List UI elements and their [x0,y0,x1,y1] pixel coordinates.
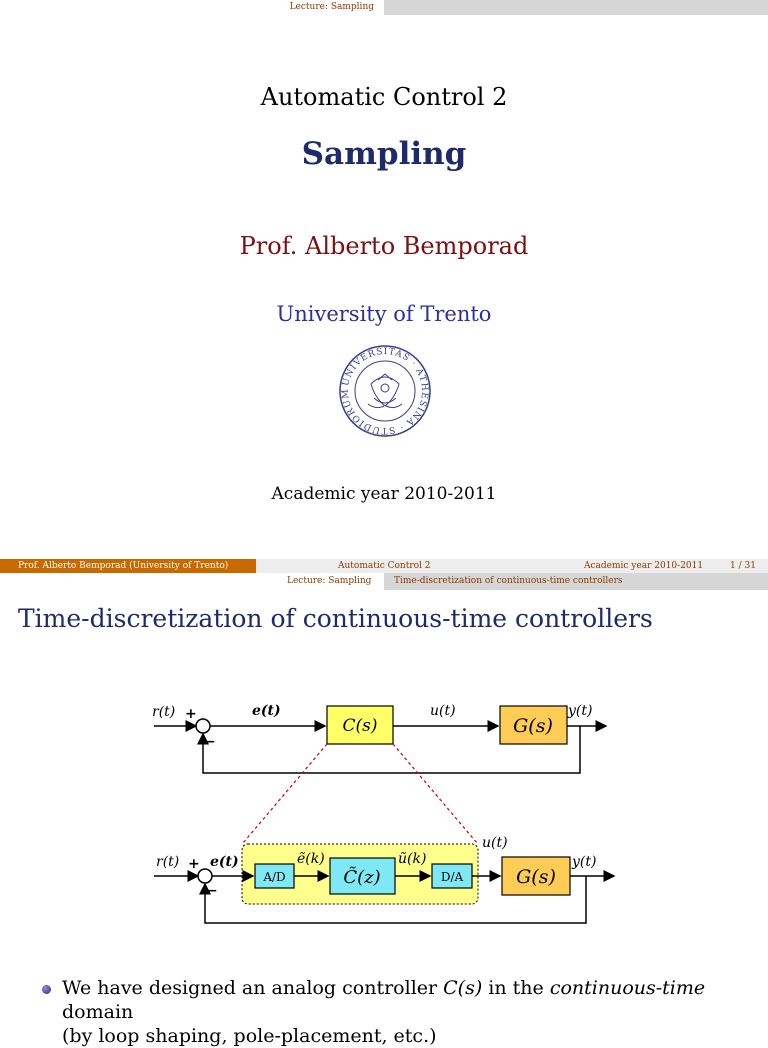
university-seal-logo [338,344,432,438]
bullet-text [62,976,762,1048]
bullet-text-part: We have designed an analog controller [62,977,444,999]
ek-label: ẽ(k) [297,851,325,867]
header-lecture-link[interactable]: Lecture: Sampling [289,2,374,12]
frame-title: Time-discretization of continuous-time controllers [18,604,653,633]
top-plant-label: G(s) [513,715,553,737]
bottom-y-label: y(t) [572,854,597,870]
author-name: Prof. Alberto Bemporad [239,232,529,260]
top-controller-label: C(s) [342,716,378,736]
footer-year: Academic year 2010-2011 [584,561,704,571]
slide1-header [0,0,768,15]
slide1-footer [0,559,768,573]
top-r-label: r(t) [152,704,176,720]
footer-page-number: 1 / 31 [730,561,756,571]
bottom-u-label: u(t) [482,835,508,851]
bullet-text-line2: (by loop shaping, pole-placement, etc.) [62,1025,437,1047]
header-lecture-link[interactable]: Lecture: Sampling [287,576,372,586]
top-y-label: y(t) [568,703,593,719]
course-title: Automatic Control 2 [260,83,508,111]
bullet-emphasis: continuous-time [549,977,706,999]
bottom-e-label: e(t) [210,854,239,870]
svg-text:UNIVERSITAS · ATHESINA · STUDI: UNIVERSITAS · ATHESINA · STUDIORUM [340,346,430,436]
uk-label: ũ(k) [398,851,427,867]
expansion-lines [243,744,477,843]
slide2-header [0,573,768,590]
bottom-minus-sign: − [206,883,218,899]
bottom-plant-label: G(s) [516,866,556,888]
footer-year-cell [512,559,768,573]
footer-author-cell [0,559,256,573]
digital-controller-label: C̃(z) [343,867,381,888]
bullet-math-cs: C(s) [443,977,483,999]
header-right-cell [384,0,768,15]
bullet-dot-icon [42,985,51,994]
header-section-link[interactable]: Time-discretization of continuous-time controllers [394,576,623,586]
top-minus-sign: − [204,734,216,750]
institution-name: University of Trento [276,302,492,326]
lecture-title: Sampling [301,136,467,172]
bottom-r-label: r(t) [156,854,180,870]
footer-course: Automatic Control 2 [338,561,431,571]
top-u-label: u(t) [430,703,456,719]
top-plus-sign: + [185,706,197,722]
ad-label: A/D [263,870,286,884]
footer-course-cell [256,559,512,573]
footer-author: Prof. Alberto Bemporad (University of Trento) [18,561,229,571]
academic-year: Academic year 2010-2011 [271,484,497,504]
bullet-text-part: in the [482,977,550,999]
control-loop-diagram [140,690,620,935]
bottom-plus-sign: + [188,856,200,872]
bullet-text-part: domain [62,1001,134,1023]
da-label: D/A [440,870,464,884]
top-e-label: e(t) [252,703,281,719]
